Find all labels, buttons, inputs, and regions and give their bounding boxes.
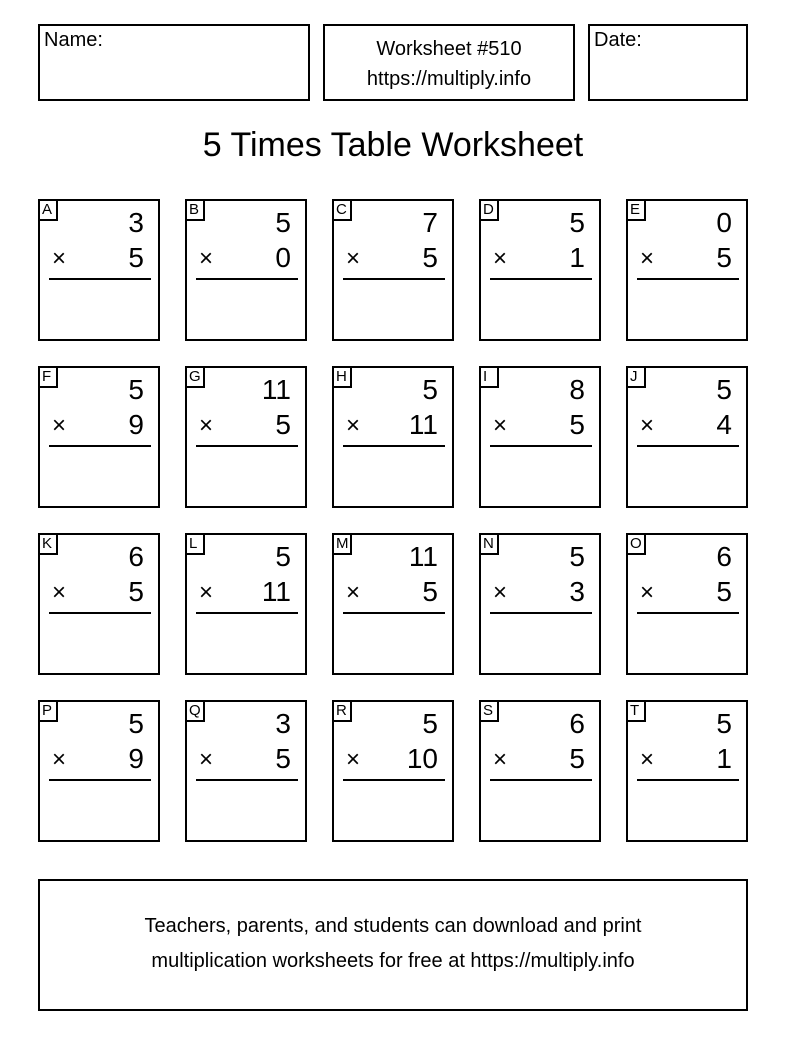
multiplier: 10 xyxy=(406,743,438,774)
problem-card[interactable] xyxy=(185,533,307,675)
multiplicand: 11 xyxy=(261,374,291,405)
multiplicand: 5 xyxy=(716,374,732,405)
times-sign: × xyxy=(640,746,655,773)
multiplier: 5 xyxy=(716,242,732,273)
multiplicand: 5 xyxy=(422,374,438,405)
problem-letter: G xyxy=(185,366,205,388)
multiplicand: 5 xyxy=(128,374,144,405)
multiplier: 5 xyxy=(422,242,438,273)
answer-line xyxy=(196,445,298,447)
times-sign: × xyxy=(493,412,508,439)
multiplicand: 5 xyxy=(275,207,291,238)
multiplicand: 0 xyxy=(716,207,732,238)
answer-line xyxy=(490,779,592,781)
problem-letter: J xyxy=(626,366,646,388)
problem-letter: B xyxy=(185,199,205,221)
multiplier: 9 xyxy=(128,743,144,774)
answer-line xyxy=(637,779,739,781)
problem-letter: L xyxy=(185,533,205,555)
problem-card[interactable] xyxy=(38,199,160,341)
multiplicand: 5 xyxy=(569,207,585,238)
multiplier: 5 xyxy=(128,576,144,607)
problem-card[interactable] xyxy=(185,199,307,341)
answer-line xyxy=(490,278,592,280)
problem-card[interactable] xyxy=(38,700,160,842)
times-sign: × xyxy=(640,412,655,439)
problem-letter: K xyxy=(38,533,58,555)
times-sign: × xyxy=(52,412,67,439)
problem-letter: C xyxy=(332,199,352,221)
multiplier: 9 xyxy=(128,409,144,440)
multiplicand: 3 xyxy=(275,708,291,739)
multiplicand: 6 xyxy=(128,541,144,572)
problem-letter: O xyxy=(626,533,646,555)
times-sign: × xyxy=(52,245,67,272)
problem-letter: P xyxy=(38,700,58,722)
multiplier: 1 xyxy=(569,242,585,273)
times-sign: × xyxy=(493,746,508,773)
problem-card[interactable] xyxy=(332,366,454,508)
times-sign: × xyxy=(493,579,508,606)
problem-card[interactable] xyxy=(38,366,160,508)
problem-card[interactable] xyxy=(185,366,307,508)
worksheet-number: Worksheet #510 xyxy=(376,38,522,60)
times-sign: × xyxy=(640,245,655,272)
times-sign: × xyxy=(52,579,67,606)
problem-card[interactable] xyxy=(626,199,748,341)
date-label: Date: xyxy=(594,29,642,51)
multiplier: 5 xyxy=(275,743,291,774)
problem-card[interactable] xyxy=(479,700,601,842)
multiplicand: 11 xyxy=(408,541,438,572)
answer-line xyxy=(196,779,298,781)
footer-box xyxy=(38,879,748,1011)
answer-line xyxy=(637,445,739,447)
answer-line xyxy=(343,445,445,447)
problem-letter: A xyxy=(38,199,58,221)
multiplier: 0 xyxy=(275,242,291,273)
worksheet-url: https://multiply.info xyxy=(366,68,532,90)
answer-line xyxy=(196,278,298,280)
times-sign: × xyxy=(346,746,361,773)
problem-card[interactable] xyxy=(332,700,454,842)
times-sign: × xyxy=(52,746,67,773)
answer-line xyxy=(343,779,445,781)
problem-card[interactable] xyxy=(185,700,307,842)
multiplicand: 5 xyxy=(422,708,438,739)
multiplicand: 3 xyxy=(128,207,144,238)
problem-card[interactable] xyxy=(626,533,748,675)
answer-line xyxy=(49,779,151,781)
footer-line-1: Teachers, parents, and students can download and print xyxy=(144,915,642,937)
answer-line xyxy=(49,445,151,447)
multiplicand: 6 xyxy=(569,708,585,739)
problem-card[interactable] xyxy=(479,366,601,508)
problem-letter: R xyxy=(332,700,352,722)
answer-line xyxy=(49,612,151,614)
answer-line xyxy=(49,278,151,280)
multiplier: 5 xyxy=(275,409,291,440)
name-label: Name: xyxy=(44,29,103,51)
problem-card[interactable] xyxy=(38,533,160,675)
problem-letter: H xyxy=(332,366,352,388)
multiplier: 5 xyxy=(128,242,144,273)
multiplier: 1 xyxy=(716,743,732,774)
multiplier: 5 xyxy=(716,576,732,607)
multiplicand: 5 xyxy=(275,541,291,572)
multiplier: 4 xyxy=(716,409,732,440)
times-sign: × xyxy=(199,245,214,272)
problem-letter: S xyxy=(479,700,499,722)
problem-letter: I xyxy=(479,366,499,388)
footer-line-2: multiplication worksheets for free at https://multiply.info xyxy=(151,950,635,972)
times-sign: × xyxy=(199,412,214,439)
problem-card[interactable] xyxy=(479,199,601,341)
answer-line xyxy=(490,612,592,614)
multiplier: 5 xyxy=(569,409,585,440)
multiplicand: 6 xyxy=(716,541,732,572)
multiplier: 5 xyxy=(569,743,585,774)
problem-letter: Q xyxy=(185,700,205,722)
answer-line xyxy=(637,278,739,280)
multiplicand: 5 xyxy=(569,541,585,572)
problem-letter: E xyxy=(626,199,646,221)
problem-card[interactable] xyxy=(332,199,454,341)
multiplicand: 8 xyxy=(569,374,585,405)
problem-letter: N xyxy=(479,533,499,555)
times-sign: × xyxy=(199,579,214,606)
times-sign: × xyxy=(640,579,655,606)
answer-line xyxy=(343,278,445,280)
answer-line xyxy=(343,612,445,614)
times-sign: × xyxy=(346,412,361,439)
multiplier: 3 xyxy=(569,576,585,607)
problem-letter: F xyxy=(38,366,58,388)
multiplicand: 5 xyxy=(128,708,144,739)
problem-letter: D xyxy=(479,199,499,221)
problem-card[interactable] xyxy=(626,366,748,508)
multiplicand: 7 xyxy=(422,207,438,238)
answer-line xyxy=(637,612,739,614)
multiplier: 11 xyxy=(408,409,438,440)
times-sign: × xyxy=(346,245,361,272)
problem-card[interactable] xyxy=(332,533,454,675)
problem-letter: M xyxy=(332,533,352,555)
multiplier: 5 xyxy=(422,576,438,607)
times-sign: × xyxy=(199,746,214,773)
problem-letter: T xyxy=(626,700,646,722)
answer-line xyxy=(490,445,592,447)
multiplier: 11 xyxy=(261,576,291,607)
problem-card[interactable] xyxy=(479,533,601,675)
times-sign: × xyxy=(493,245,508,272)
problem-card[interactable] xyxy=(626,700,748,842)
answer-line xyxy=(196,612,298,614)
times-sign: × xyxy=(346,579,361,606)
multiplicand: 5 xyxy=(716,708,732,739)
page-title: 5 Times Table Worksheet xyxy=(202,126,584,164)
